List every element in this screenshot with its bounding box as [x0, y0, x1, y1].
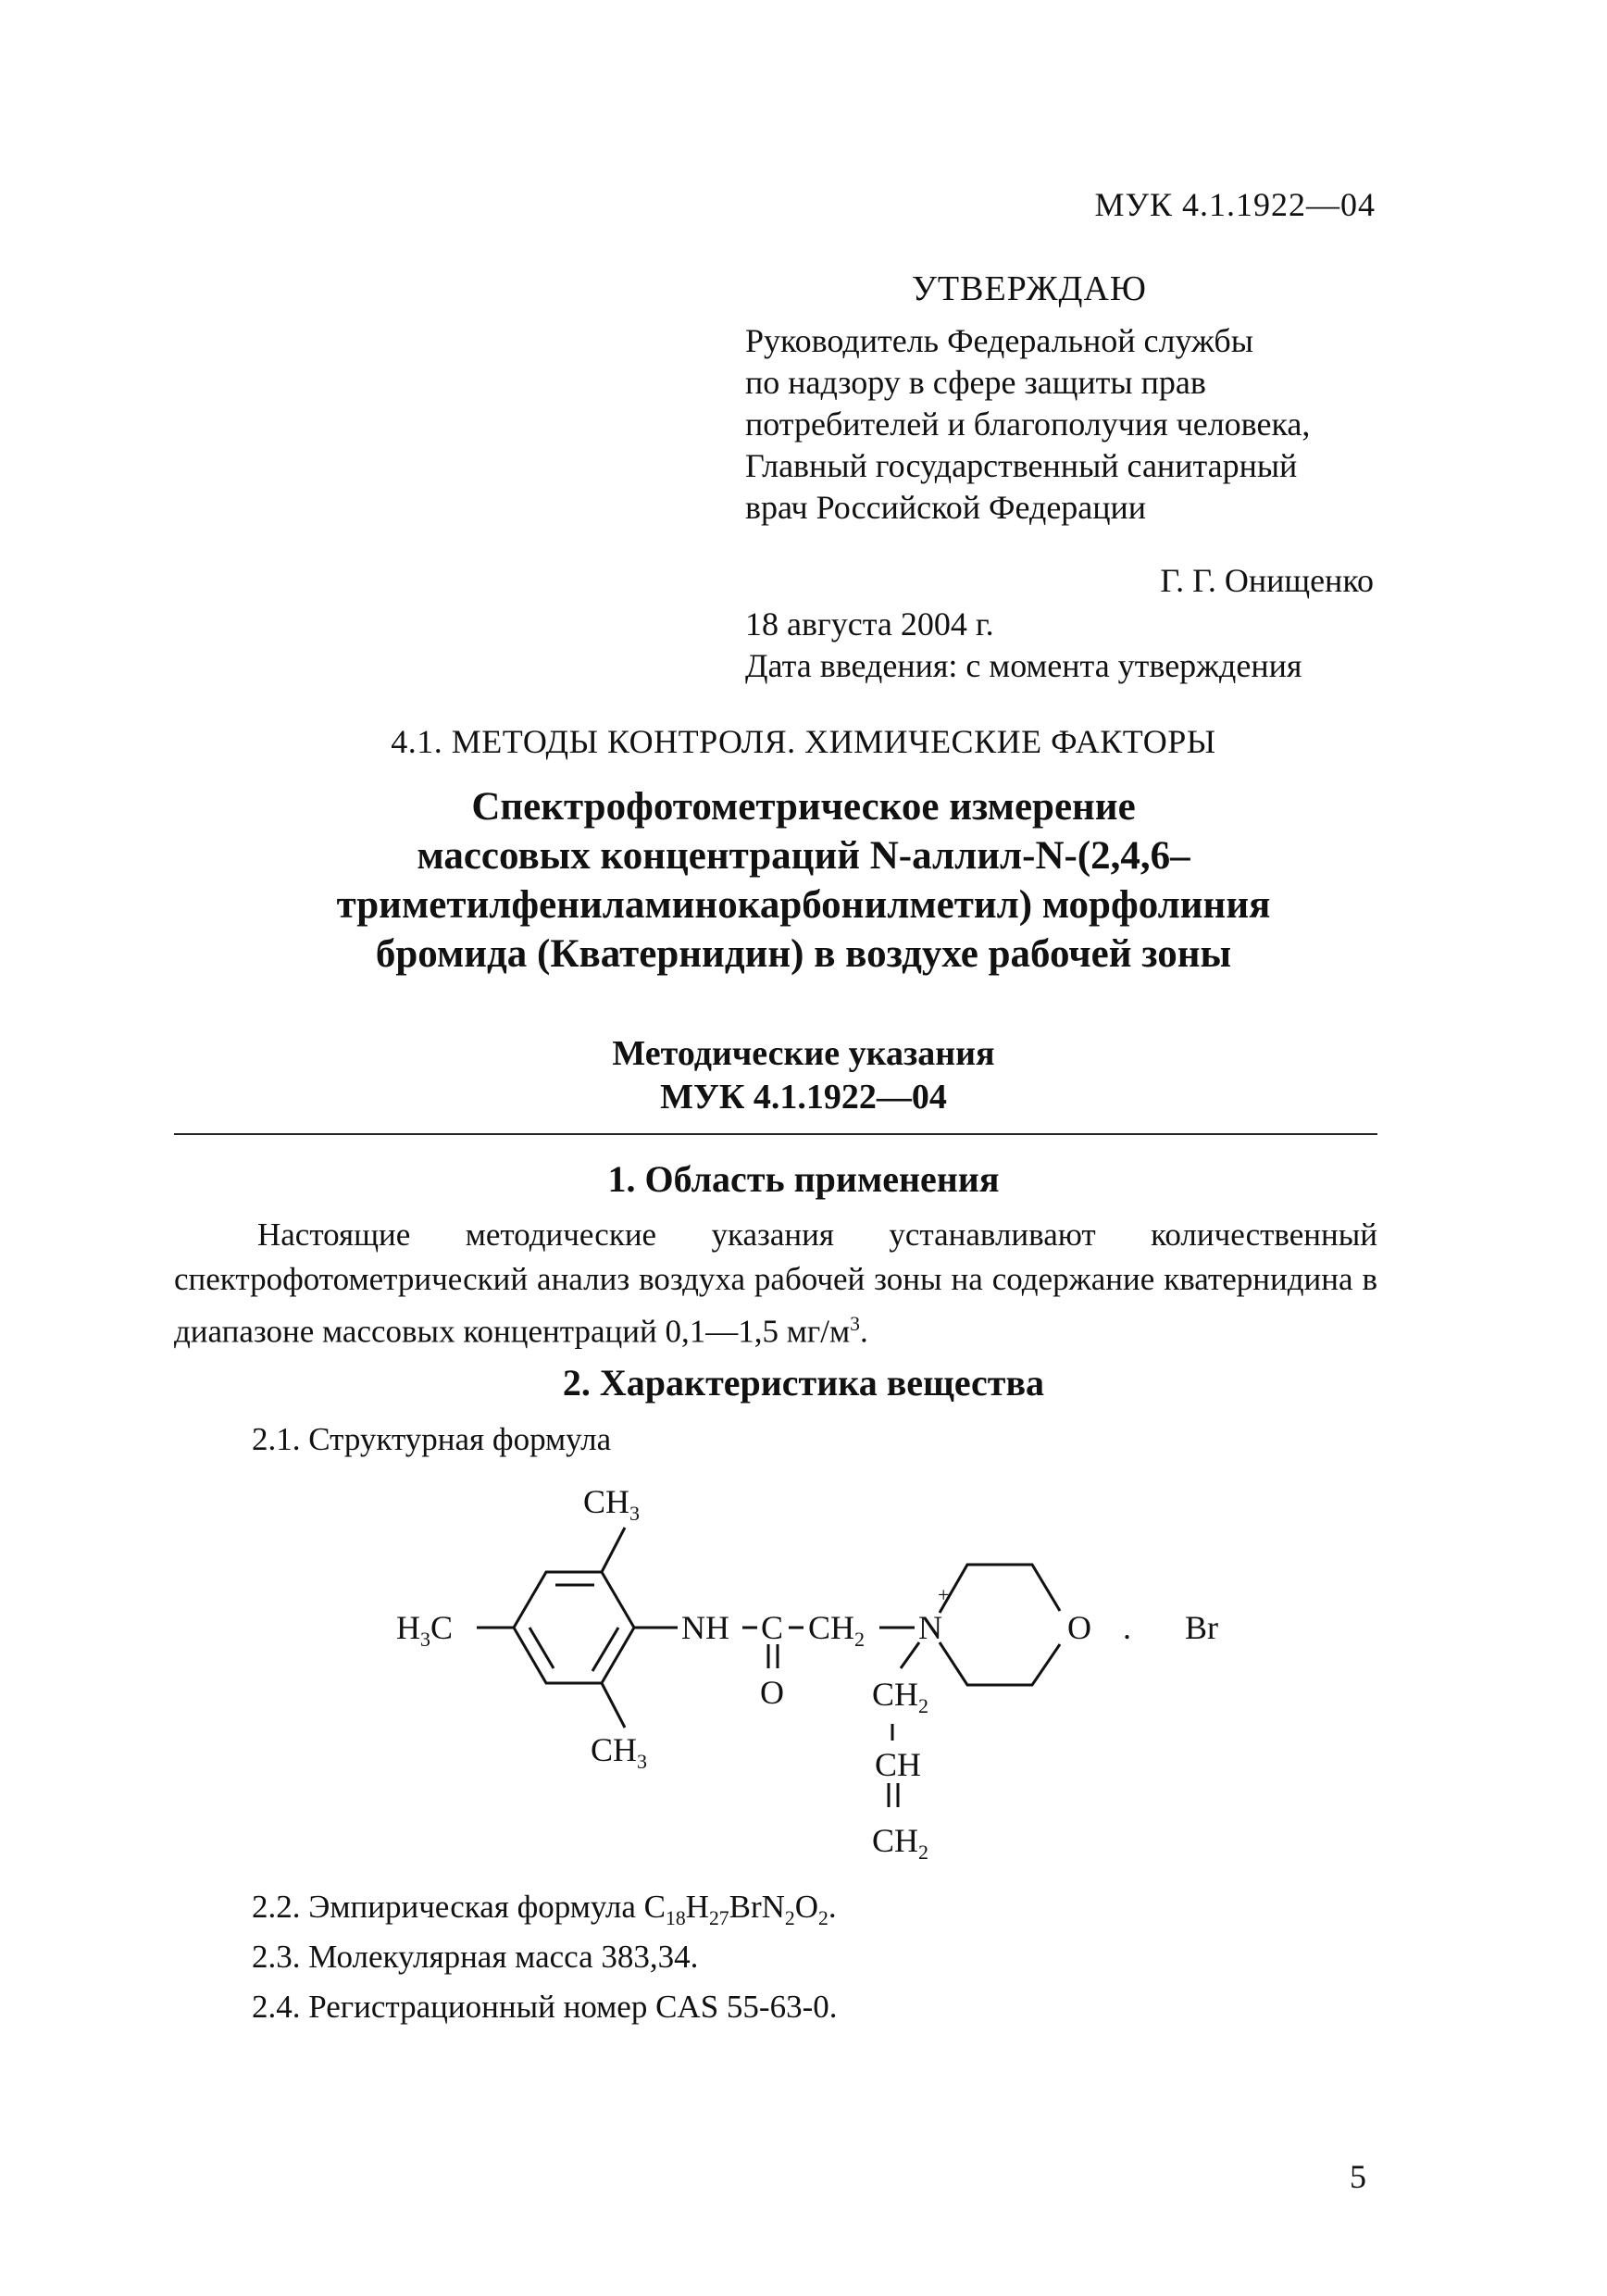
- label-br: Br: [1185, 1609, 1218, 1646]
- label-h3c: $H_3C$: [396, 1609, 454, 1651]
- morpholine-upper: [940, 1565, 1060, 1613]
- label-dot: .: [1123, 1609, 1131, 1646]
- paragraph-text: Настоящие методические указания устанавливают количественный спектрофотометрический анализ воздуха рабочей зоны на содержание кватернидина в диапазоне массовых концентраций 0,1—1,5 мг/м: [174, 1217, 1377, 1350]
- effective-date: Дата введения: с момента утверждения: [745, 647, 1302, 684]
- title-line: бромида (Кватернидин) в воздухе рабочей зоны: [375, 932, 1232, 976]
- section2-heading: 2. Характеристика вещества: [562, 1362, 1045, 1404]
- bond-methyl-top: [602, 1528, 625, 1572]
- approval-line: Руководитель Федеральной службы: [745, 322, 1253, 359]
- label-ch2: $CH_2$: [808, 1609, 866, 1651]
- page-number: 5: [1350, 2158, 1366, 2195]
- approval-date: 18 августа 2004 г.: [745, 605, 994, 643]
- section1-heading: 1. Область применения: [607, 1158, 1000, 1200]
- label-nh: NH: [681, 1609, 729, 1646]
- formula-sub: 2: [784, 1907, 795, 1929]
- label-ch3-bottom: $CH_3$: [591, 1731, 648, 1773]
- approval-line: врач Российской Федерации: [745, 489, 1147, 526]
- unit-superscript: 3: [850, 1313, 860, 1335]
- document-code: МУК 4.1.1922—04: [1094, 186, 1376, 223]
- item-end: .: [828, 1889, 837, 1925]
- label-ch3-top: $CH_3$: [583, 1483, 641, 1525]
- label-plus: +: [938, 1583, 950, 1606]
- divider-line: [174, 1133, 1377, 1135]
- morpholine-lower: [940, 1642, 1060, 1685]
- formula-sub: 18: [665, 1907, 686, 1929]
- formula-bonds: [477, 1528, 1060, 1807]
- document-title: [148, 782, 1459, 979]
- formula-h: H: [685, 1889, 709, 1925]
- approval-line: потребителей и благополучия человека,: [745, 406, 1311, 443]
- bond-methyl-bottom: [602, 1683, 625, 1728]
- doc-type-code: МУК 4.1.1922—04: [660, 1078, 947, 1117]
- approval-heading: УТВЕРЖДАЮ: [912, 269, 1147, 308]
- label-allyl-ch2: $CH_2$: [872, 1676, 929, 1717]
- approval-block: [745, 320, 1310, 529]
- formula-sub: 2: [818, 1907, 828, 1929]
- document-type: [148, 1032, 1459, 1119]
- section1-paragraph: [174, 1213, 1377, 1354]
- signer-name: Г. Г. Онищенко: [1160, 562, 1374, 599]
- label-allyl-ch2-end: $CH_2$: [872, 1822, 929, 1864]
- label-allyl-ch: CH: [875, 1746, 922, 1783]
- bond-n-ch2: [901, 1642, 919, 1668]
- label-carbonyl-c: C: [761, 1609, 784, 1646]
- item-molecular-mass: 2.3. Молекулярная масса 383,34.: [252, 1939, 699, 1975]
- item-cas-number: 2.4. Регистрационный номер CAS 55-63-0.: [252, 1989, 838, 2025]
- approval-line: Главный государственный санитарный: [745, 447, 1298, 484]
- aromatic-bond: [592, 1628, 618, 1671]
- formula-sub: 27: [708, 1907, 729, 1929]
- title-line: Спектрофотометрическое измерение: [471, 785, 1136, 829]
- title-line: триметилфениламинокарбонилметил) морфолиния: [336, 883, 1271, 927]
- paragraph-end: .: [859, 1313, 868, 1350]
- formula-o: O: [794, 1889, 819, 1925]
- approval-dates: [745, 604, 1302, 687]
- approval-line: по надзору в сфере защиты прав: [745, 364, 1206, 401]
- formula-c: C: [643, 1889, 666, 1925]
- item-text: 2.2. Эмпирическая формула: [252, 1889, 644, 1925]
- item-structural-formula: 2.1. Структурная формула: [252, 1421, 612, 1457]
- structural-formula-diagram: [278, 1463, 1296, 1889]
- doc-type-label: Методические указания: [612, 1034, 995, 1073]
- item-empirical-formula: [252, 1889, 837, 1930]
- benzene-ring: [514, 1572, 634, 1683]
- label-carbonyl-o: O: [760, 1674, 784, 1711]
- label-ring-o: O: [1067, 1609, 1091, 1646]
- title-line: массовых концентраций N-аллил-N-(2,4,6–: [417, 834, 1190, 878]
- label-n-plus: N: [918, 1609, 942, 1646]
- formula-brn: BrN: [729, 1889, 785, 1925]
- section-heading: 4.1. МЕТОДЫ КОНТРОЛЯ. ХИМИЧЕСКИЕ ФАКТОРЫ: [391, 723, 1216, 760]
